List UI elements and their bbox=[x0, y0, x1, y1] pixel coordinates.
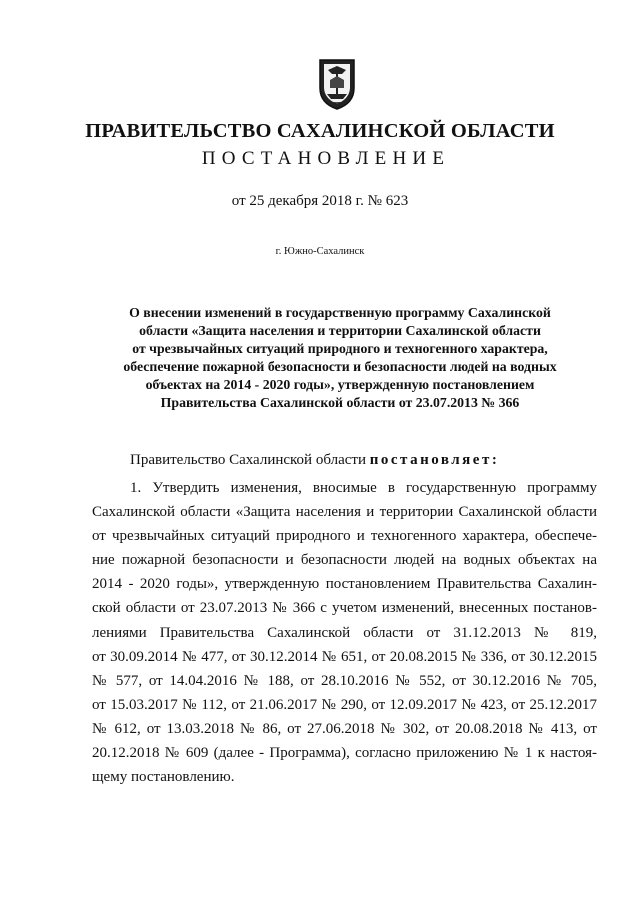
subject-line: от чрезвычайных ситуаций природного и техногенного характера, bbox=[132, 341, 548, 356]
point-line: щему постановлению. bbox=[92, 769, 235, 786]
coat-of-arms-icon bbox=[318, 58, 356, 110]
point-line: лениями Правительства Сахалинской области от 31.12.2013 № 819, bbox=[92, 624, 597, 641]
point-line: № 612, от 13.03.2018 № 86, от 27.06.2018 № 302, от 20.08.2018 № 413, от bbox=[92, 720, 597, 737]
document-date-number: от 25 декабря 2018 г. № 623 bbox=[231, 193, 409, 209]
subject-line: области «Защита населения и территории Сахалинской области bbox=[139, 323, 541, 338]
lead-text: Правительство Сахалинской области bbox=[130, 452, 370, 468]
point-line: от 15.03.2017 № 112, от 21.06.2017 № 290, от 12.09.2017 № 423, от 25.12.2017 bbox=[92, 696, 597, 713]
lead-keyword: постановляет: bbox=[369, 452, 500, 468]
document-type: ПОСТАНОВЛЕНИЕ bbox=[201, 148, 451, 169]
subject-line: обеспечение пожарной безопасности и безопасности людей на водных bbox=[123, 359, 557, 374]
subject-line: объектах на 2014 - 2020 годы», утвержденную постановлением bbox=[145, 377, 535, 392]
point-line: 20.12.2018 № 609 (далее - Программа), согласно приложению № 1 к настоя- bbox=[92, 745, 597, 762]
subject-line: Правительства Сахалинской области от 23.07.2013 № 366 bbox=[160, 395, 520, 410]
point-line: № 577, от 14.04.2016 № 188, от 28.10.2016 № 552, от 30.12.2016 № 705, bbox=[92, 672, 597, 689]
point-line: от 30.09.2014 № 477, от 30.12.2014 № 651, от 20.08.2015 № 336, от 30.12.2015 bbox=[92, 648, 597, 665]
document-city: г. Южно-Сахалинск bbox=[275, 246, 365, 257]
government-name: ПРАВИТЕЛЬСТВО САХАЛИНСКОЙ ОБЛАСТИ bbox=[85, 120, 555, 142]
point-line: 1. Утвердить изменения, вносимые в государственную программу bbox=[130, 480, 597, 496]
point-line: Сахалинской области «Защита населения и территории Сахалинской области bbox=[92, 504, 597, 521]
subject-line: О внесении изменений в государственную программу Сахалинской bbox=[129, 305, 551, 320]
point-line: 2014 - 2020 годы», утвержденную постановлением Правительства Сахалин- bbox=[92, 576, 597, 593]
resolution-point-1 bbox=[92, 476, 597, 789]
point-line: ние пожарной безопасности и безопасности людей на водных объектах на bbox=[92, 552, 597, 569]
document-subject bbox=[100, 304, 580, 412]
resolution-lead bbox=[92, 448, 597, 472]
point-line: ской области от 23.07.2013 № 366 с учетом изменений, внесенных постанов- bbox=[92, 600, 597, 617]
point-line: от чрезвычайных ситуаций природного и техногенного характера, обеспече- bbox=[92, 528, 597, 545]
